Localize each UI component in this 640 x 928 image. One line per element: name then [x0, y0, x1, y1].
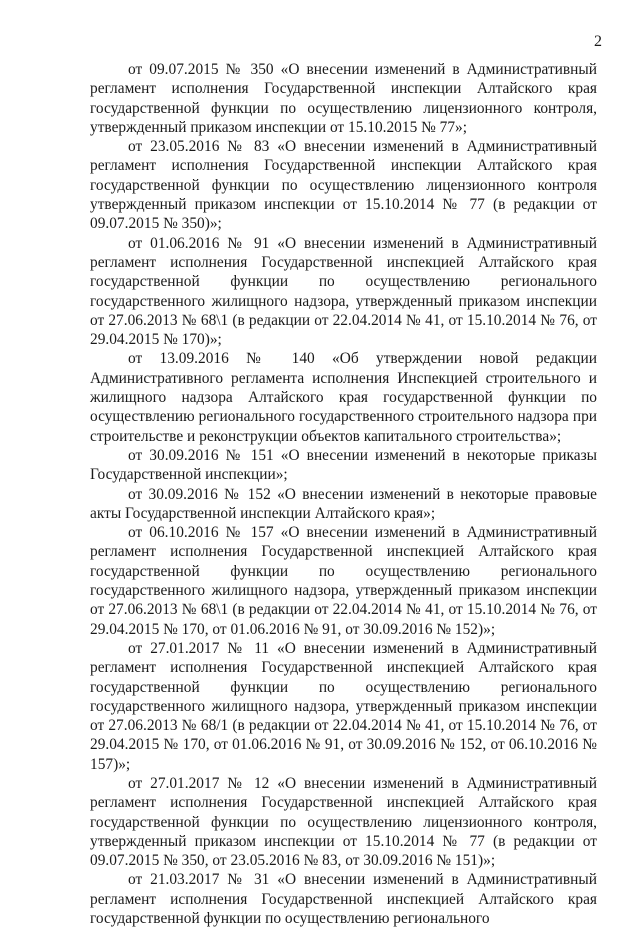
order-paragraph-3: от 01.06.2016 № 91 «О внесении изменений в Административный регламент исполнения Государственной инспекцией Алтайского края государственной функции по осуществлению регионального государственного жилищного надзора, утвержденный приказом инспекции от 27.06.2013 № 68\1 (в редакции от 22.04.2014 № 41, от 15.10.2014 № 76, от 29.04.2015 № 170)»;: [90, 234, 597, 349]
order-paragraph-10: от 21.03.2017 № 31 «О внесении изменений в Административный регламент исполнения Государственной инспекцией Алтайского края государственной функции по осуществлению регионального: [90, 871, 597, 928]
order-paragraph-7: от 06.10.2016 № 157 «О внесении изменений в Административный регламент исполнения Государственной инспекцией Алтайского края государственной функции по осуществлению регионального государственного жилищного надзора, утвержденный приказом инспекции от 27.06.2013 № 68\1 (в редакции от 22.04.2014 № 41, от 15.10.2014 № 76, от 29.04.2015 № 170, от 01.06.2016 № 91, от 30.09.2016 № 152)»;: [90, 524, 597, 638]
order-paragraph-4: от 13.09.2016 № 140 «Об утверждении новой редакции Административного регламента исполнения Инспекцией строительного и жилищного надзора Алтайского края государственной функции по осуществлению регионального государственного строительного надзора при строительстве и реконструкции объектов капитального строительства»;: [90, 350, 597, 445]
order-paragraph-1: от 09.07.2015 № 350 «О внесении изменений в Административный регламент исполнения Государственной инспекции Алтайского края государственной функции по осуществлению лицензионного контроля, утвержденный приказом инспекции от 15.10.2015 № 77»;: [90, 61, 597, 136]
order-paragraph-9: от 27.01.2017 № 12 «О внесении изменений в Административный регламент исполнения Государственной инспекцией Алтайского края государственной функции по осуществлению лицензионного контроля, утвержденный приказом инспекции от 15.10.2014 № 77 (в редакции от 09.07.2015 № 350, от 23.05.2016 № 83, от 30.09.2016 № 151)»;: [90, 774, 597, 870]
order-paragraph-2: от 23.05.2016 № 83 «О внесении изменений в Административный регламент исполнения Государственной инспекции Алтайского края государственной функции по осуществлению лицензионного контроля утвержденный приказом инспекции от 15.10.2014 № 77 (в редакции от 09.07.2015 № 350)»;: [90, 138, 597, 233]
order-paragraph-6: от 30.09.2016 № 152 «О внесении изменений в некоторые правовые акты Государственной инспекции Алтайского края»;: [90, 485, 597, 522]
order-paragraph-8: от 27.01.2017 № 11 «О внесении изменений в Административный регламент исполнения Государственной инспекцией Алтайского края государственной функции по осуществлению регионального государственного жилищного надзора, утвержденный приказом инспекции от 27.06.2013 № 68/1 (в редакции от 22.04.2014 № 41, от 15.10.2014 № 76, от 29.04.2015 № 170, от 01.06.2016 № 91, от 30.09.2016 № 152, от 06.10.2016 № 157)»;: [90, 639, 597, 773]
document-body: [90, 60, 597, 928]
order-paragraph-5: от 30.09.2016 № 151 «О внесении изменений в некоторые приказы Государственной инспекции»;: [90, 446, 597, 484]
page-number: 2: [594, 33, 602, 50]
